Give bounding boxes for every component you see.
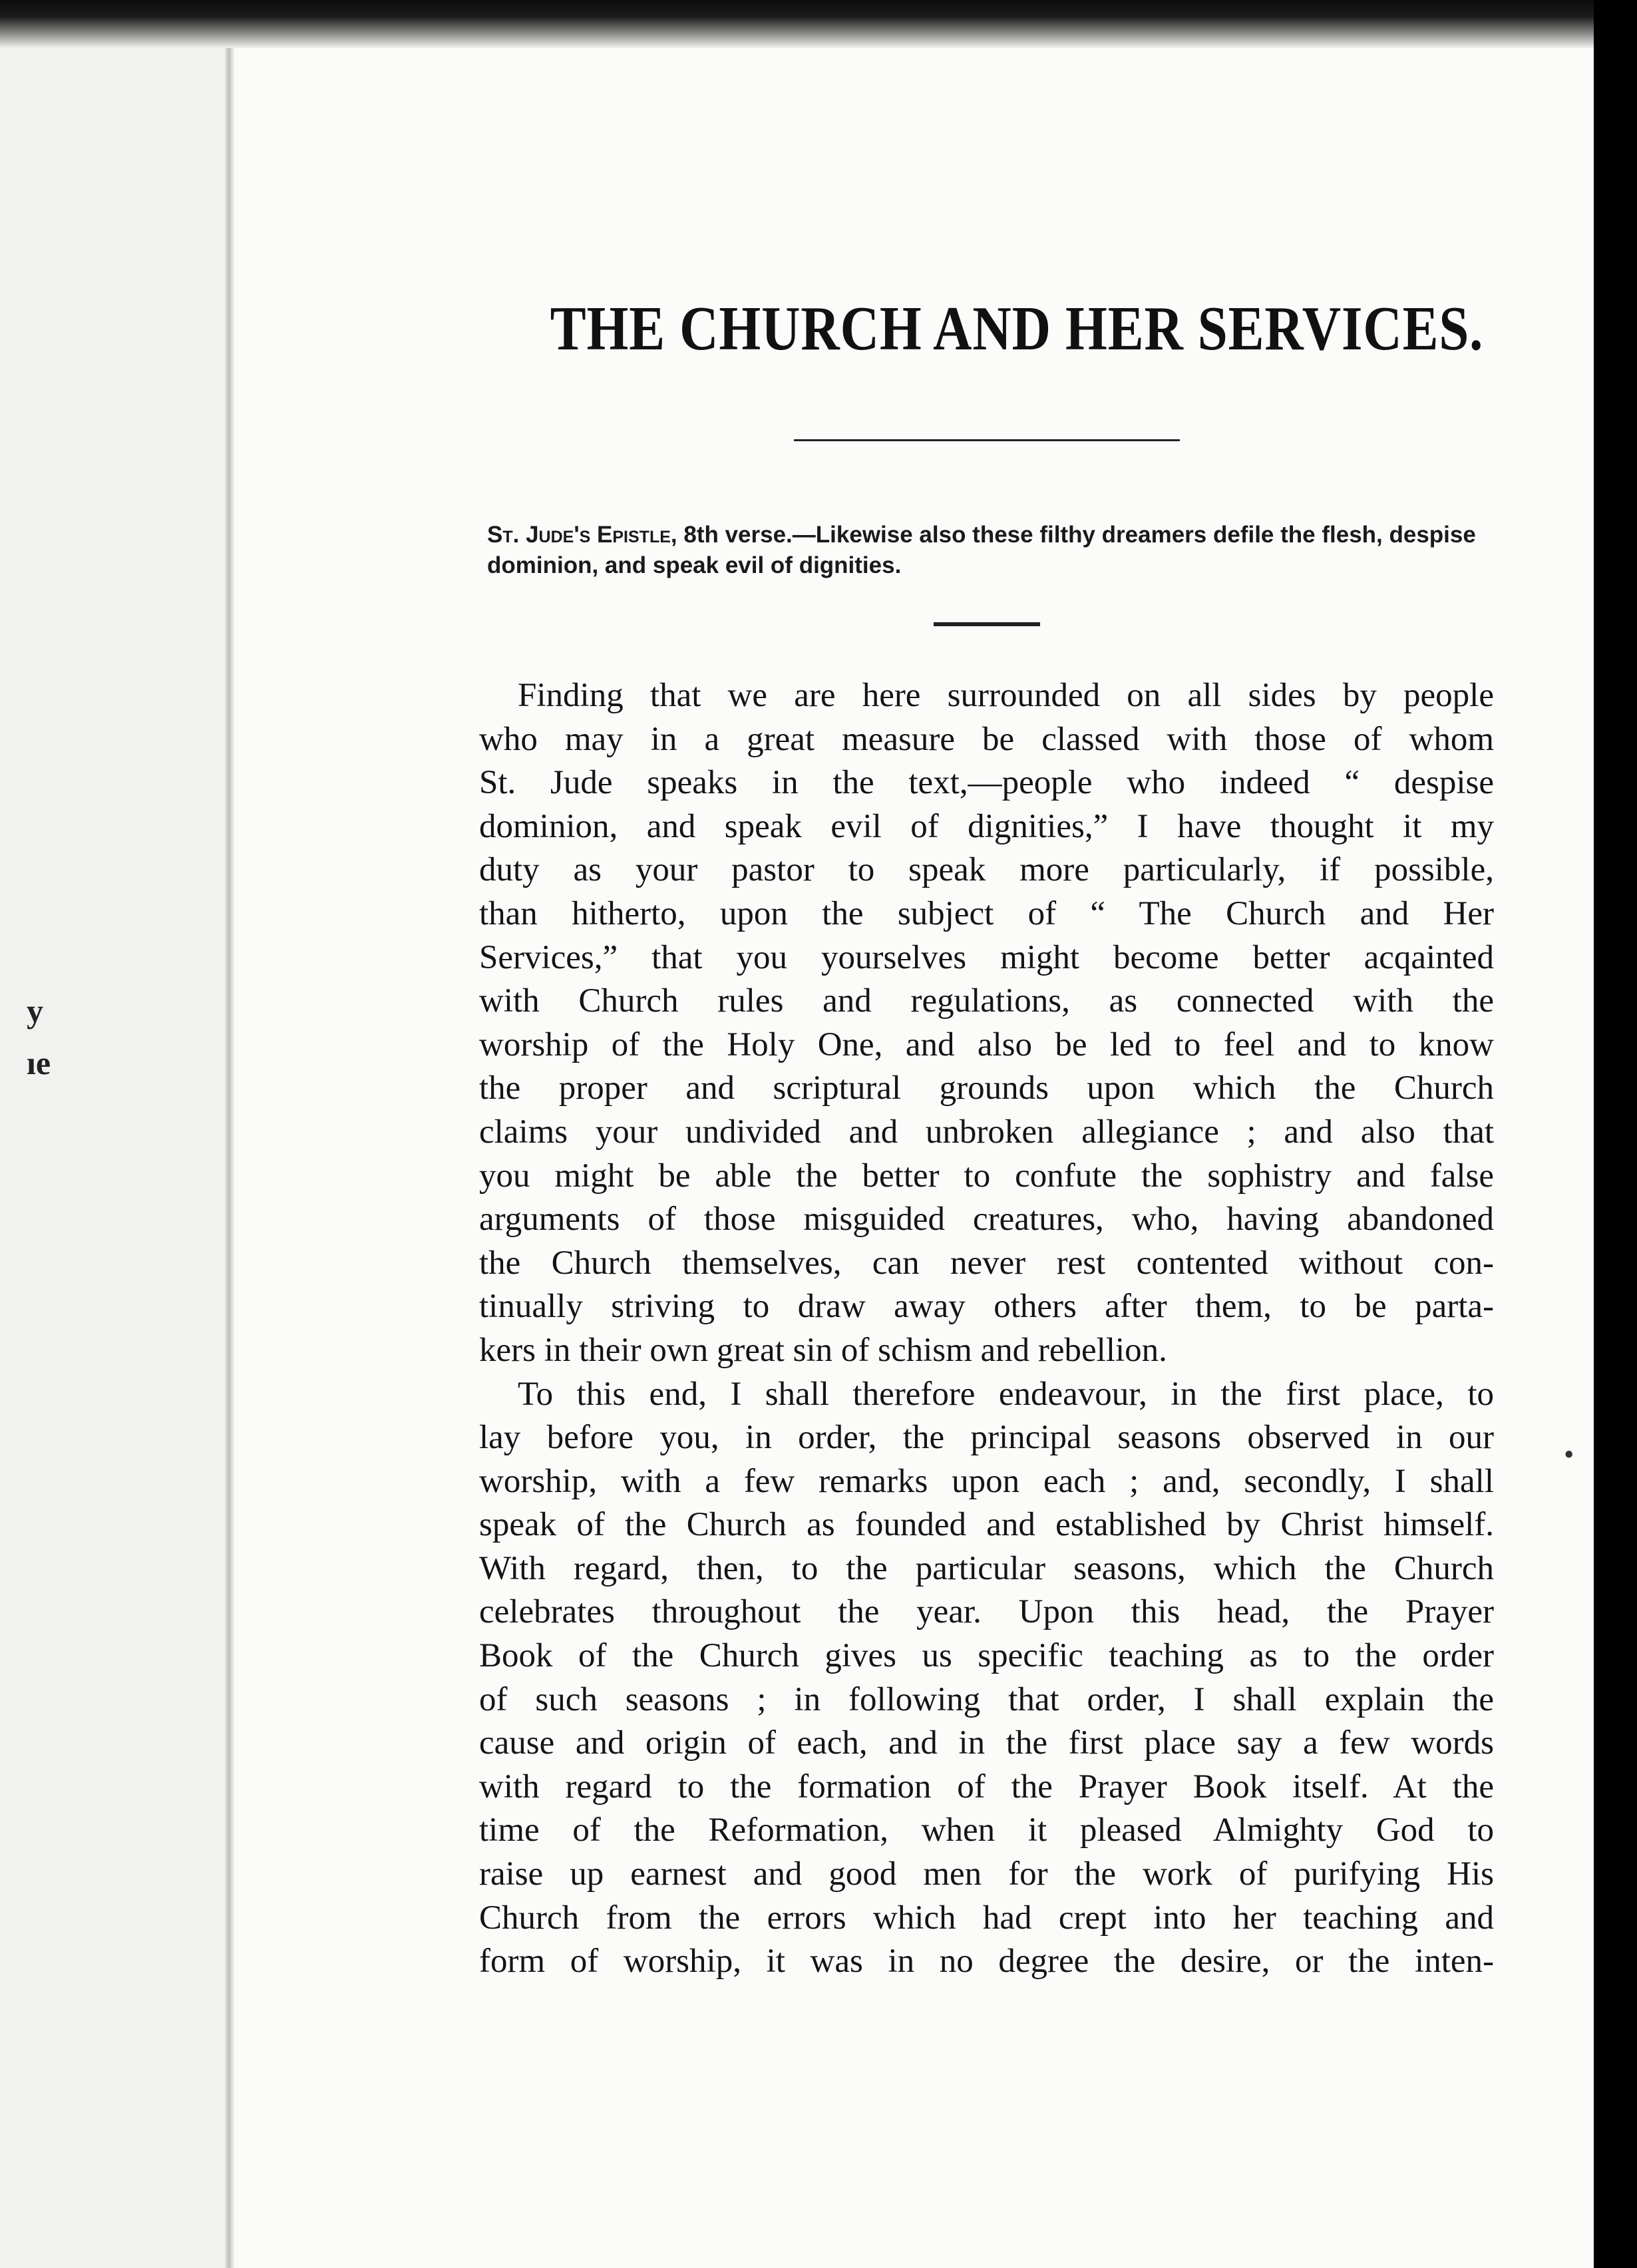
text-line: Services,” that you yourselves might become better acqainted	[479, 938, 1494, 976]
facing-page-fragment-1: y	[27, 992, 43, 1030]
text-line: of such seasons ; in following that order, I shall explain the	[479, 1680, 1494, 1718]
page-gutter	[225, 0, 234, 2268]
epigraph-reference: St. Jude's Epistle,	[487, 522, 677, 548]
margin-dot: •	[1564, 1438, 1574, 1471]
page-content	[479, 293, 1494, 1984]
paragraph-2	[479, 1373, 1494, 1984]
text-line: celebrates throughout the year. Upon this head, the Prayer	[479, 1593, 1494, 1631]
text-line: with regard to the formation of the Prayer Book itself. At the	[479, 1768, 1494, 1805]
body-text	[479, 674, 1494, 1984]
text-line: who may in a great measure be classed with those of whom	[479, 720, 1494, 758]
text-line: worship, with a few remarks upon each ; and, secondly, I shall	[479, 1462, 1494, 1500]
text-line: cause and origin of each, and in the first place say a few words	[479, 1724, 1494, 1762]
text-line: the Church themselves, can never rest contented without con-	[479, 1244, 1494, 1282]
text-line: time of the Reformation, when it pleased Almighty God to	[479, 1811, 1494, 1849]
text-line: you might be able the better to confute the sophistry and false	[479, 1157, 1494, 1195]
title-rule	[794, 439, 1180, 441]
text-line: claims your undivided and unbroken allegiance ; and also that	[479, 1113, 1494, 1151]
text-line: raise up earnest and good men for the work of purifying His	[479, 1855, 1494, 1893]
epigraph	[487, 520, 1494, 581]
facing-page-fragment-2: ıe	[27, 1044, 51, 1081]
text-line: kers in their own great sin of schism and rebellion.	[479, 1331, 1167, 1369]
epigraph-text: Likewise also these filthy dreamers defile the flesh, despise dominion, and speak evil of dignities.	[487, 522, 1476, 578]
text-line: worship of the Holy One, and also be led to feel and to know	[479, 1026, 1494, 1063]
text-line: arguments of those misguided creatures, who, having abandoned	[479, 1201, 1494, 1238]
text-line: duty as your pastor to speak more particularly, if possible,	[479, 851, 1494, 889]
text-line: To this end, I shall therefore endeavour, in the first place, to	[518, 1375, 1494, 1413]
scan-top-shadow	[0, 0, 1594, 48]
section-rule	[934, 622, 1040, 626]
facing-page-edge	[0, 0, 233, 2268]
text-line: lay before you, in order, the principal seasons observed in our	[479, 1419, 1494, 1457]
text-line: Book of the Church gives us specific teaching as to the order	[479, 1637, 1494, 1675]
text-line: than hitherto, upon the subject of “ The Church and Her	[479, 894, 1494, 932]
text-line: With regard, then, to the particular seasons, which the Church	[479, 1549, 1494, 1587]
text-line: Church from the errors which had crept into her teaching and	[479, 1899, 1494, 1937]
text-line: speak of the Church as founded and established by Christ himself.	[479, 1506, 1494, 1544]
text-line: dominion, and speak evil of dignities,” I have thought it my	[479, 807, 1494, 845]
page-title: THE CHURCH AND HER SERVICES.	[550, 294, 1484, 363]
text-line: with Church rules and regulations, as connected with the	[479, 982, 1494, 1020]
text-line: St. Jude speaks in the text,—people who indeed “ despise	[479, 764, 1494, 802]
epigraph-verse: 8th verse.—	[677, 522, 816, 548]
paragraph-1	[479, 674, 1494, 1373]
text-line: Finding that we are here surrounded on all sides by people	[518, 677, 1494, 714]
text-line: the proper and scriptural grounds upon which the Church	[479, 1069, 1494, 1107]
text-line: form of worship, it was in no degree the desire, or the inten-	[479, 1943, 1494, 1981]
text-line: tinually striving to draw away others after them, to be parta-	[479, 1288, 1494, 1326]
